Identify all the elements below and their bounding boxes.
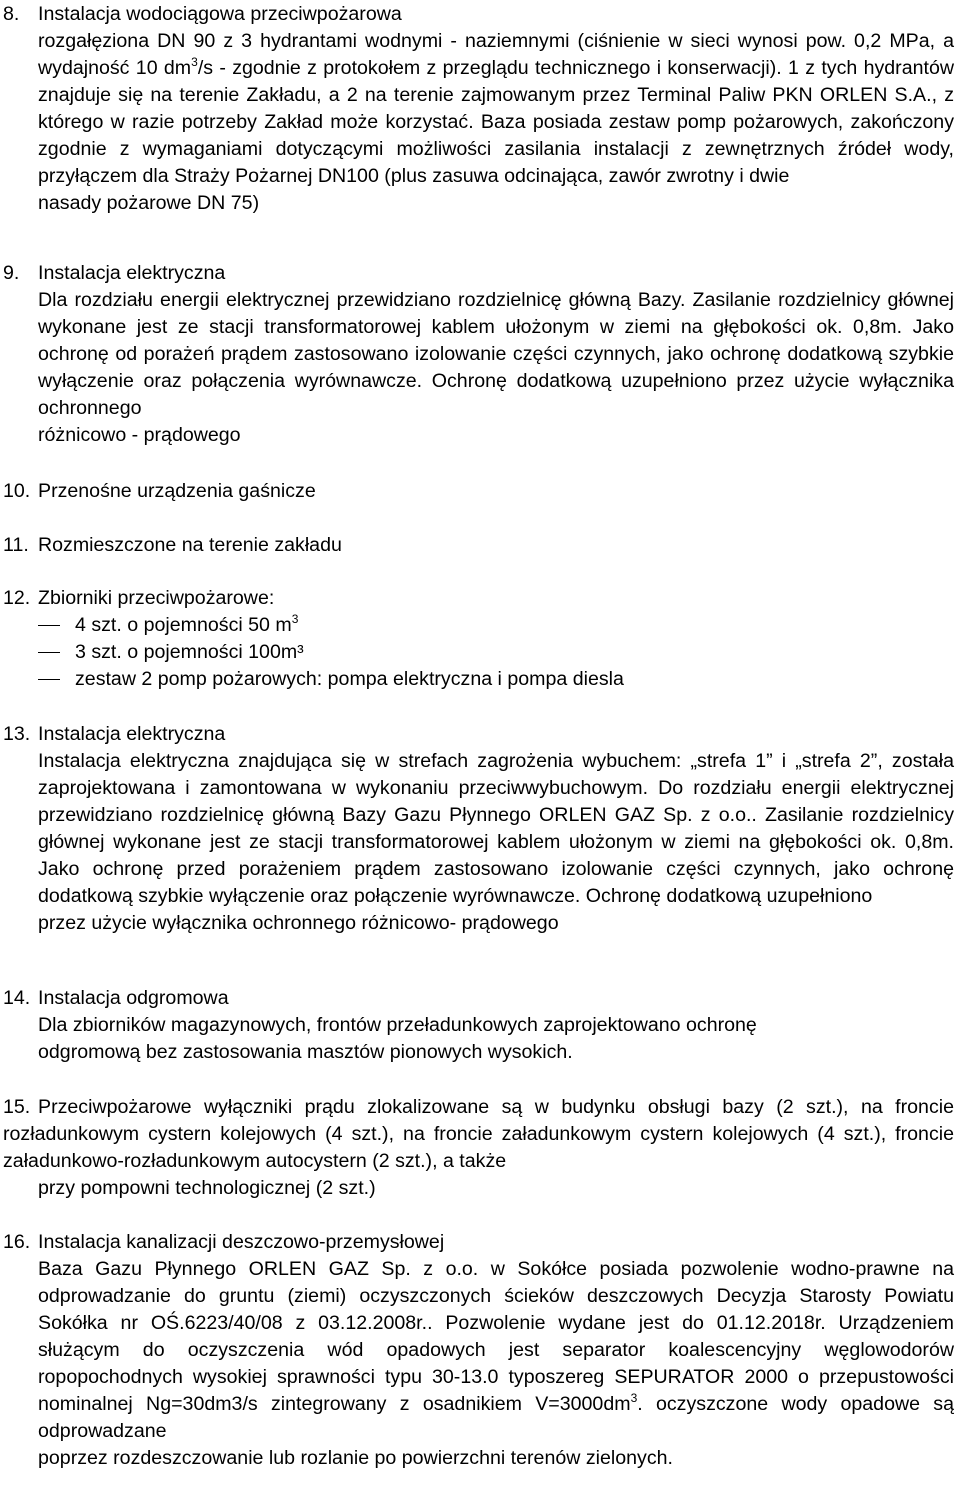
- body-last-line: przy pompowni technologicznej (2 szt.): [38, 1177, 376, 1199]
- body-text: Dla rozdziału energii elektrycznej przewidziano rozdzielnicę główną Bazy. Zasilanie rozdzielnicy głównej wykonane jest ze stacji transformatorowej kablem ułożonym w ziemi na głębokości ok. 0,8m. Jako ochronę od porażeń prądem zastosowano izolowanie części czynnych, jako ochronę dodatkową szybkie wyłączenie oraz połączenia wyrównawcze. Ochronę dodatkową uzupełniono przez użycie wyłącznika ochronnego: [38, 289, 954, 419]
- section-body: [3, 1094, 954, 1229]
- section-body: [38, 1012, 954, 1093]
- list-item: [3, 612, 954, 639]
- body-last-line: różnicowo - prądowego: [38, 424, 241, 446]
- section-number: 10.: [3, 480, 31, 502]
- list-item-text: 3 szt. o pojemności 100m³: [75, 641, 304, 663]
- section-number: 11.: [3, 534, 29, 556]
- section-body: [38, 287, 954, 476]
- section-heading: [3, 721, 954, 748]
- section-heading: [3, 985, 954, 1012]
- list-item: [3, 666, 954, 693]
- body-text-continued: /s - zgodnie z protokołem z przeglądu technicznego i konserwacji). 1 z tych hydrantów znajduje się na terenie Zakładu, a 2 na terenie zajmowanym przez Terminal Paliw PKN ORLEN S.A., z którego w razie potrzeby Zakład może korzystać. Baza posiada zestaw pomp pożarowych, zakończony zgodnie z wymaganiami dotyczącymi możliwości zasilania instalacji z zewnętrznych źródeł wody, przyłączem dla Straży Pożarnej DN100 (plus zasuwa odcinająca, zawór zwrotny i dwie: [38, 57, 954, 187]
- body-last-line: poprzez rozdeszczowanie lub rozlanie po powierzchni terenów zielonych.: [38, 1447, 673, 1469]
- section-body: [38, 28, 954, 244]
- section-number: 15.: [3, 1096, 31, 1118]
- section-9: [3, 260, 954, 476]
- section-14: [3, 985, 954, 1093]
- body-last-line: przez użycie wyłącznika ochronnego różnicowo- prądowego: [38, 912, 559, 934]
- section-number: 9.: [3, 262, 20, 284]
- list-item: [3, 639, 954, 666]
- section-number: 12.: [3, 587, 31, 609]
- section-15: [3, 1094, 954, 1229]
- section-title: Zbiorniki przeciwpożarowe:: [38, 587, 275, 609]
- section-10: [3, 478, 954, 505]
- list-item-text: zestaw 2 pomp pożarowych: pompa elektryczna i pompa diesla: [75, 668, 624, 690]
- section-heading: [3, 260, 954, 287]
- body-text: Dla zbiorników magazynowych, frontów przeładunkowych zaprojektowano ochronę: [38, 1014, 757, 1036]
- section-title: Instalacja elektryczna: [38, 262, 226, 284]
- section-title: Instalacja wodociągowa przeciwpożarowa: [38, 3, 402, 25]
- dash-bullet: [38, 652, 60, 653]
- section-title: Rozmieszczone na terenie zakładu: [38, 534, 342, 556]
- section-heading: [3, 1229, 954, 1256]
- section-number: 14.: [3, 987, 31, 1009]
- section-number: 16.: [3, 1231, 31, 1253]
- dash-bullet: [38, 625, 60, 626]
- section-8: [3, 1, 954, 244]
- tank-list: [3, 612, 954, 693]
- section-11: [3, 532, 954, 559]
- superscript: 3: [630, 1391, 638, 1405]
- body-text: Przeciwpożarowe wyłączniki prądu zlokalizowane są w budynku obsługi bazy (2 szt.), na froncie rozładunkowym cystern kolejowych (4 szt.), na froncie załadunkowym cystern kolejowych (4 szt.), froncie załadunkowo-rozładunkowym autocystern (2 szt.), a także: [3, 1096, 954, 1172]
- section-heading: [3, 532, 954, 559]
- dash-bullet: [38, 679, 60, 680]
- section-16: [3, 1229, 954, 1499]
- section-number: 13.: [3, 723, 31, 745]
- body-text: Instalacja elektryczna znajdująca się w strefach zagrożenia wybuchem: „strefa 1” i „strefa 2”, została zaprojektowana i zamontowana w wykonaniu przeciwwybuchowym. Do rozdziału energii elektrycznej przewidziano rozdzielnicę główną Bazy Gazu Płynnego ORLEN GAZ Sp. z o.o.. Zasilanie rozdzielnicy głównej wykonane jest ze stacji transformatorowej kablem ułożonym w ziemi na głębokości ok. 0,8m. Jako ochronę przed porażeniem prądem zastosowano izolowanie części czynnych, jako ochronę dodatkową szybkie wyłączenie oraz połączenie wyrównawcze. Ochronę dodatkową uzupełniono: [38, 750, 954, 907]
- section-title: Instalacja kanalizacji deszczowo-przemysłowej: [38, 1231, 445, 1253]
- section-body: [38, 748, 954, 964]
- superscript: 3: [291, 612, 299, 626]
- body-text: Baza Gazu Płynnego ORLEN GAZ Sp. z o.o. w Sokółce posiada pozwolenie wodno-prawne na odprowadzanie do gruntu (ziemi) oczyszczonych ścieków deszczowych Decyzja Starosty Powiatu Sokółka nr OŚ.6223/40/08 z 03.12.2008r.. Pozwolenie wydane jest do 01.12.2018r. Urządzeniem służącym do oczyszczenia wód opadowych jest separator koalescencyjny węglowodorów ropopochodnych wysokiej sprawności typu 30-13.0 typoszereg SEPURATOR 2000 o przepustowości nominalnej Ng=30dm3/s zintegrowany z osadnikiem V=3000dm: [38, 1258, 954, 1415]
- superscript: 3: [191, 55, 198, 69]
- body-last-line: odgromową bez zastosowania masztów pionowych wysokich.: [38, 1041, 573, 1063]
- body-text: rozgałęziona DN 90 z 3 hydrantami wodnymi - naziemnymi (ciśnienie w sieci wynosi pow. 0,2 MPa, a wydajność 10 dm: [38, 30, 954, 79]
- section-13: [3, 721, 954, 964]
- list-item-text: 4 szt. o pojemności 50 m: [75, 614, 292, 636]
- section-number: 8.: [3, 3, 20, 25]
- body-last-line: nasady pożarowe DN 75): [38, 192, 260, 214]
- section-body: [38, 1256, 954, 1499]
- body-text-continued: . oczyszczone wody opadowe są odprowadzane: [38, 1393, 955, 1442]
- section-heading: [3, 585, 954, 612]
- section-title: Instalacja elektryczna: [38, 723, 226, 745]
- section-heading: [3, 478, 954, 505]
- section-title: Przenośne urządzenia gaśnicze: [38, 480, 316, 502]
- section-heading: [3, 1, 954, 28]
- section-12: [3, 585, 954, 693]
- section-title: Instalacja odgromowa: [38, 987, 229, 1009]
